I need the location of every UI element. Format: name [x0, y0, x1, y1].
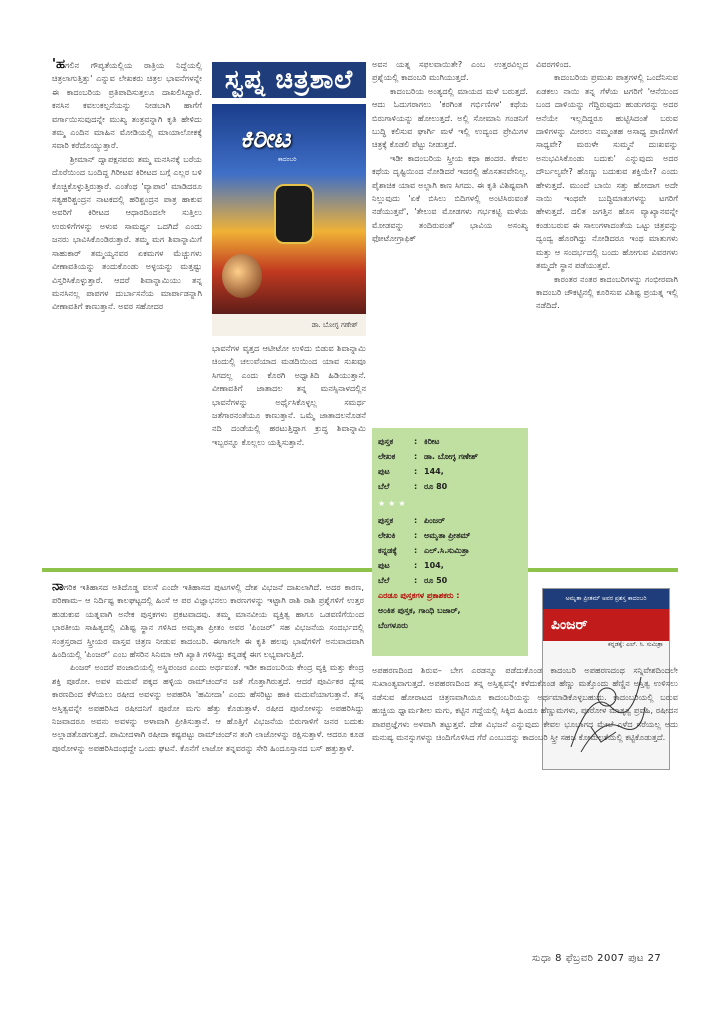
publisher-line-2: ಬೆಂಗಳೂರು	[378, 621, 408, 630]
separator-stars: ★★★	[378, 499, 409, 508]
article-column-3	[372, 58, 528, 424]
right-bottom-para1: ಅಪಹರಣದಿಂದ ಶಿರುವ– ಬೇಗ ಎರಡನ್ನೂ ಪಡೆದುಕೊಂಡ ಕಾದಂಬರಿ ಅಪಹರಣದಂಥ ಸನ್ನಿವೇಶದಿಂದಲೇ ಸುಖಾಂತ್ಯವಾಗುತ್ತದೆ. ಅಪಹರಣದಿಂದ ತನ್ನ ಅಸ್ತಿತ್ವವನ್ನೇ ಕಳೆದುಕೊಂಡ ಹೆಣ್ಣು ಮತ್ತೊಂದು ಹೆಣ್ಣಿನ ಅಸ್ತಿತ್ವ ಉಳಿಸಲು ನಡೆಸುವ ಹೋರಾಟದ ಚಿತ್ರಣವಾಗಿಯೂ ಕಾದಂಬರಿಯನ್ನು ಅರ್ಥಮಾಡಿಕೊಳ್ಳಬಹುದು. ಕಾದಂಬರಿಯಲ್ಲಿ ಬರುವ ಹುಚ್ಚಿಯ ಧ್ವಾರ್ಮಶೀಲ ಮಗು, ಕಟ್ಟಿನ ಗದ್ದೆಯಲ್ಲಿ ಸಿಕ್ಕಿದ ಹಿಂದೂ ಹೆಣ್ಣುಮಗಳು, ಪೂರೋಳ ಮಾತೃತ್ವ ಪ್ರವಹಿ, ರಷೀದನ ಪಾಪಪ್ರಜ್ಞೆಗಳು ಅಳವಾಗಿ ತಟ್ಟುತ್ತವೆ. ದೇಶ ವಿಭಜನೆ ಎನ್ನುವುದು ಕೇವಲ ಭೂಭಾಗದ ಮೇಲೆ ಎಳೆದ ಗೆರೆಯಲ್ಲ ಅದು ಮನುಷ್ಯ ಮನಸ್ಸುಗಳನ್ನು ಚಿಂದಿಗೊಳಿಸಿದ ಗೆರೆ ಎಂಬುದನ್ನು ಕಾದಂಬರಿ ಸ್ತ್ರೀ ಸಹಜ ಕೋಮಲತೆಯಲ್ಲಿ ಕಟ್ಟಿಕೊಡುತ್ತದೆ.	[372, 665, 678, 743]
bottom-para1: ಗರಿಕ ಇತಿಹಾಸದ ಅತಿದೊಡ್ಡ ವಲಸೆ ಎಂದೇ ಇತಿಹಾಸದ ಪುಟಗಳಲ್ಲಿ ದೇಶ ವಿಭಜನೆ ದಾಖಲಾಗಿದೆ. ಅದರ ಕಾರಣ, ಪರಿಣಾಮ– ಆ ನಿರ್ದಿಷ್ಟ ಕಾಲಘಟ್ಟದಲ್ಲಿ ಹಿಂಸೆ ಆ ಪರ ವಿಜ್ಞಾಭನಲು ಕಾರಣಗಳನ್ನು ಇಟ್ಟಾಗಿ ರಾಶಿ ರಾಶಿ ಪ್ರಶ್ನೆಗಳಿಗೆ ಉತ್ತರ ಹುಡುಕುವ ಯತ್ನವಾಗಿ ಅನೇಕ ಪುಸ್ತಕಗಳು ಪ್ರಕಟವಾದವು. ತಮ್ಮ ಮಾನವೀಯ ವ್ಯಕ್ತಿತ್ವ ಹಾಗೂ ಒಡವಣಿಗೆಯಿಂದ ಭಾರತೀಯ ಸಾಹಿತ್ಯದಲ್ಲಿ ವಿಶಿಷ್ಟ ಸ್ಥಾನ ಗಳಿಸಿದ ಅಮೃತಾ ಪ್ರೀತಂ ಅವರ 'ಪಿಂಜರ್' ಸಹ ವಿಭಜನೆಯ ಸಂದರ್ಭದಲ್ಲಿ ಸಂತ್ರಸ್ತರಾದ ಸ್ತ್ರೀಯರ ವಾಸ್ತವ ಚಿತ್ರಣ ನೀಡುವ ಕಾದಂಬರಿ. ಈಗಾಗಲೇ ಈ ಕೃತಿ ಹಲವು ಭಾಷೆಗಳಿಗೆ ಅನುವಾದವಾಗಿ ಹಿಂದಿಯಲ್ಲಿ 'ಪಿಂಜರ್' ಎಂಬ ಹೆಸರಿನ ಸಿನಿಮಾ ಆಗಿ ಖ್ಯಾತಿ ಗಳಿಸಿದ್ದು ಕನ್ನಡಕ್ಕೆ ಈಗ ಲಭ್ಯವಾಗುತ್ತಿದೆ.	[52, 582, 364, 660]
info-row: ಪುಟ : 104,	[378, 561, 444, 570]
col4-para1: ವಿವರಗಳಿಂದ.	[536, 59, 572, 69]
section-divider	[42, 568, 678, 572]
col1-para1: ಗಲಿನ ಗೌಪ್ಯತೆಯಲ್ಲಿಯ ರಾತ್ರಿಯ ನಿದ್ದೆಯಲ್ಲಿ ಚಿತ್ರಲಾಗುತ್ತಿತ್ತು' ಎನ್ನುವ ಲೇಖಕರು ಚಿತ್ರಲ ಭಾವನೆಗಳನ್ನೇ ಈ ಕಾದಂಬರಿಯ ಪ್ರತಿಪಾದಿಸುತ್ತಲೂ ದಾಖಲಿಸಿದ್ದಾರೆ. ಕನಸಿನ ಕವಲುಕಲ್ಪನೆಯನ್ನು ನೀಡಬಾಗಿ ಹಾಗೆಗೆ ವರ್ಗಾಯಿಸುವುದನ್ನೇ ಮುಖ್ಯ ತಂತ್ರವನ್ನಾಗಿ ಕೃತಿ ಹೇಳಿದು ತಮ್ಮ ಎಂದಿನ ಮಾಹಿನ ಮೋಡಿಯಲ್ಲಿ ಮಾಯಾಲೋಕಕ್ಕೆ ಸವಾರಿ ಕರೆದೊಯ್ಯುತ್ತಾರೆ.	[52, 60, 202, 151]
info-row: ಬೆಲೆ : ರೂ 50	[378, 576, 448, 585]
col4-para2: ಕಾದಂಬರಿಯ ಪ್ರಮುಖ ಪಾತ್ರಗಳಲ್ಲಿ ಒಂದೆನಿಸುವ ಏಡಕಲು ನಾಯಿ ತನ್ನ ಗೆಳೆಯ ಟಗರಿಗೆ 'ಆನೆಯಿಂದ ಬಂದ ದಾಳಿಯನ್ನು ಗೆದ್ದಿರುವುದು ಹುಡುಗರನ್ನು ಅದರ ಆನೆಯೇ ಇಲ್ಲದಿದ್ದರೂ ಹುಟ್ಟಿಸಿದಂತೆ ಬರುವ ದಾಳಿಗಳನ್ನು ಮೀರಲು ನಮ್ಮಂತಹ ಅಸಾಧ್ಯ ಪ್ರಾಣಿಗಳಿಗೆ ಸಾಧ್ಯವೇ? ಮರುಳೇ ಸುಮ್ಮನೆ ದುಃಖವನ್ನು ಅನುಭವಿಸಿಕೊಂಡು ಬದುಕು' ಎನ್ನುವುದು ಅದರ ದೌರ್ಬಲ್ಯವೇ? ಹೊಣ್ಣು ಬದುಕುವ ಶಕ್ತಿಯೇ? ಎಂದು ಹೇಳುತ್ತದೆ. ಮುಂದೆ ಬಾಯಿ ಸತ್ತು ಹೋದಾಗ ಅದೇ ನಾಯಿ ಇಂಥವೇ ಬುದ್ಧಿಮಾತುಗಳನ್ನು ಟಗರಿಗೆ ಹೇಳುತ್ತದೆ. ದಲಿತ ಜಗತ್ತಿನ ಹೊಸ ವ್ಯಾಖ್ಯಾನವನ್ನೇ ಕಂಡುಬರುವ ಈ ಸಾಲುಗಳಾದಂತೆಯ ಒಟ್ಟು ಚಿತ್ರವನ್ನು ದ್ವಂದ್ವ ಹೊರಗಿದ್ದು ನೋಡಿದರೂ ಇಂಥ ಮಾತುಗಳು ಮತ್ತು ಆ ಸಂದರ್ಭದಲ್ಲಿ ಬಂದು ಹೋಗುವ ವಿವರಗಳು ತಮ್ಮದೇ ಸ್ಥಾನ ಪಡೆಯುತ್ತವೆ.	[536, 72, 678, 271]
face-illustration	[222, 254, 262, 298]
cover-author-strip: ಡಾ. ಬೋಗ್ಳ ಗಣೇಶ್	[212, 314, 366, 336]
cover2-translator: ಕನ್ನಡಕ್ಕೆ: ಎಲ್. ಸಿ. ಸುಮಿತ್ರಾ	[608, 641, 663, 648]
col3-para2: ಕಾದಂಬರಿಯ ಅಂತ್ಯದಲ್ಲಿ ಮಾಯದ ಮಳೆ ಬರುತ್ತದೆ. ಆದು ಓದುಗರಾಗಲು 'ಕರಗಿಂತ ಗರ್ಭಿಣಿಗಳ' ಕಥೆಯ ಬಿರುಗಾಳಿಯನ್ನು ಹೋಲುತ್ತದೆ. ಅಲ್ಲಿ ಸೋಮಾನಿ ಗಂಡನಿಗೆ ಬುದ್ಧಿ ಕಲಿಸುವ ಘಾರ್ಗಿ ಮಳೆ ಇಲ್ಲಿ ಉದ್ಯಂದ ಪ್ರೇಮಿಗಳ ಚಿತ್ರಕ್ಕೆ ಕೊಡಲಿ ಪೆಟ್ಟು ನೀಡುತ್ತದೆ.	[372, 85, 528, 150]
drop-cap-bottom: ನಾ	[52, 580, 64, 594]
article-column-1	[52, 58, 202, 566]
crown-figure-illustration	[274, 184, 314, 244]
col2-para1: ಭಾವನೆಗಳ ವೃತ್ತದ ಆಟೀಟೋ ಉಳಿದು ಬಿಡುವ ಶಿವಾನ್ನಾಮಿ ಚಿಂದುಲ್ಲಿ ಚಲುವೆಯಾದ ಮಡದಿಯಿಂದ ಯಾವ ಸುಖವೂ ಸಿಗದಲ್ಲ ಎಂದು ಕೊರಗಿ ಅಧ್ವಾತಿದಿ ಹಿಡಿಯುತ್ತಾನೆ. ವೀಣಾವತಿಗೆ ಜಾತಾದಲ ತನ್ನ ಮನಸ್ಸಿನಾಳದಲ್ಲಿನ ಭಾವನೆಗಳನ್ನು ಅರ್ಥೈಸಿಕೊಳ್ಳಲ್ಲ ಸಮರ್ಥ ಜತೆಗಾರನಂತೆಯೂ ಕಾಣುತ್ತಾನೆ. ಒಮ್ಮೆ ಜಾತಾದಲನೊಡನೆ ನದಿ ದಂಡೆಯಲ್ಲಿ ಹರಟುತ್ತಿದ್ದಾಗ ಕ್ರುದ್ಧ ಶಿವಾನ್ನಾಮಿ ಇಬ್ಬರನ್ನೂ ಕೊಲ್ಲಲು ಯತ್ನಿಸುತ್ತಾನೆ.	[212, 343, 366, 447]
cover2-title: ಪಿಂಜರ್	[543, 609, 669, 641]
book-cover-kireeta	[212, 104, 366, 336]
col1-para2: ಶ್ರೀಮಾನ್ ದ್ವಾಪಕ್ಷನವರು ತಮ್ಮ ಮನಸಿನಕ್ಕೆ ಬರೆಯ ದೊರೆಯಿಂದ ಬಂದಿದ್ದ ಗಿರೀಟವ ಕಿರೀಟದ ಬಗ್ಗೆ ಎಲ್ಲರ ಬಳಿ ಕೊಚ್ಚಿಕೊಳ್ಳುತ್ತಿರುತ್ತಾರೆ. ಎಂತೆಂಥ 'ವ್ಯಾಪಾರ' ಮಾಡಿದರೂ ಸತ್ಯಹರಿಶ್ಚಂದ್ರನ ನಾಟಕದಲ್ಲಿ ಹರಿಶ್ಚಂದ್ರನ ಪಾತ್ರ ಹಾಕುವ ಅವರಿಗೆ ಕಿರೀಟದ ಆಧಾರದಿಂದಲೇ ಸುತ್ತಿಲು ಉರುಳಿಗೆಗಳನ್ನು ಅಳುವ ಸಾಮರ್ಥ್ಯ ಒದಗಿದೆ ಎಂದು ಜನರು ಭಾವಿಸಿಕೊಂಡಿರುತ್ತಾರೆ. ತಮ್ಮ ಮಗ ಶಿವಾನ್ನಾಮಿಗೆ ಸಾಹುಕಾರ್ ತಮ್ಮಯ್ಯನವರ ಏಕಮಗಳ ಮೆಚ್ಚುಗಳು ವೀಣಾವತಿಯನ್ನು ತಂದುಕೊಂಡು ಅಳ್ಳಯನ್ನು ಮತ್ತಷ್ಟು ವಿಸ್ತರಿಸಿಕೊಳ್ಳುತ್ತಾರೆ. ಆದರೆ ಶಿವಾನ್ನಾಮಿಯು ತನ್ನ ಮನಸಿನಲ್ಲ ಪಾಪಗಳ ದುರ್ಬಾಸನೆಯ ಮಾರ್ಪಾಡನ್ನಾಗಿ ವೀಣಾವತಿಗೆ ಕಾಣುತ್ತಾನೆ. ಅವರ ಸಹೋದರ	[52, 153, 202, 312]
article-bottom	[52, 580, 364, 942]
publisher-line-1: ಅಂಕಿತ ಪುಸ್ತಕ, ಗಾಂಧಿ ಬಜಾರ್,	[378, 606, 461, 615]
drop-cap: 'ಹ	[52, 58, 65, 72]
col3-para3: ಇಡೀ ಕಾದಂಬರಿಯ ಸ್ತ್ರೀಯ ಕಥಾ ಹಂದರ. ಕೇವಲ ಕಥೆಯ ದೃಷ್ಟಿಯಿಂದ ನೋಡಿದರೆ ಇದರಲ್ಲಿ ಹೊಸತನವೇನಿಲ್ಲ. ಪೈಶಾಚಿಕ ಯಾವ ಅಲ್ಪಾಗಿ ಕಾಣ ಸಿಗದು. ಈ ಕೃತಿ ವಿಶಿಷ್ಟವಾಗಿ ನಿಲ್ಲುವುದು 'ಏಕೆ ಬಿಸಿಲು ಬಿದಿಗಳಲ್ಲಿ ಅಂಟಿಸಿರುವಂತೆ ನಡೆಯುತ್ತವೆ', 'ತೇಲುವ ಮೋಡಗಳು ಗರ್ಭಕಟ್ಟಿ ಮಳೆಯ ಮೋಡವನ್ನು ತಂದಿರುವಂತೆ' ಭಾವಿಯ ಅಸಂಖ್ಯ ಫೋಟೋಗ್ರಾಫಿಕ್	[372, 152, 528, 244]
info-row: ಪುಟ : 144,	[378, 467, 444, 476]
article-column-2	[212, 342, 366, 564]
page-footer: ಸುಧಾ 8 ಫೆಬ್ರವರಿ 2007 ಪುಟ 27	[532, 953, 662, 964]
info-row: ಲೇಖಕ : ಡಾ. ಬೋಗ್ಳ ಗಣೇಶ್	[378, 452, 478, 461]
info-row: ಪುಸ್ತಕ : ಪಿಂಜರ್	[378, 516, 445, 525]
info-row: ಕನ್ನಡಕ್ಕೆ : ಎಲ್.ಸಿ.ಸುಮಿತ್ರಾ	[378, 546, 470, 555]
publisher-title: ಎರಡೂ ಪುಸ್ತಕಗಳ ಪ್ರಕಾಶಕರು :	[378, 591, 460, 600]
info-row: ಲೇಖಕಿ : ಅಮೃತಾ ಪ್ರೀತಮ್	[378, 531, 471, 540]
col3-para1: ಅವನ ಯತ್ನ ಸಫಲವಾಯಿತೇ? ಎಂಬ ಉತ್ತರವಿಲ್ಲದ ಪ್ರಶ್ನೆಯಲ್ಲಿ ಕಾದಂಬರಿ ಮುಗಿಯುತ್ತದೆ.	[372, 59, 528, 83]
info-row: ಬೆಲೆ : ರೂ 80	[378, 482, 448, 491]
book-info-box	[372, 428, 528, 656]
article-column-4	[536, 58, 678, 548]
cover-title: ಕಿರೀಟ	[240, 124, 291, 154]
cover2-top-line: ಅಮೃತಾ ಪ್ರೀತಮ್ ಅವರ ಪ್ರಶಸ್ತ ಕಾದಂಬರಿ	[543, 589, 669, 609]
section-banner: ಸ್ವಪ್ನ ಚಿತ್ರಶಾಲೆ	[212, 62, 366, 98]
info-row: ಪುಸ್ತಕ : ಕಿರೀಟ	[378, 437, 440, 446]
col4-para3: ಕಾರಂತರ ನಂತರ ಕಾದಂಬರಿಗಳನ್ನು ಗಂಭೀರವಾಗಿ ಕಾದಂಬರಿ ಚೌಕಟ್ಟಿನಲ್ಲಿ ಕೂರಿಸುವ ವಿಶಿಷ್ಟ ಪ್ರಯತ್ನ ಇಲ್ಲಿ ನಡೆದಿದೆ.	[536, 273, 678, 311]
article-bottom-right	[372, 664, 678, 940]
bottom-para2: ಪಿಂಜರ್ ಅಂದರೆ ಪಂಜಾಬಿಯಲ್ಲಿ ಅಸ್ಥಿಪಂಜರ ಎಂದು ಅರ್ಥವಂತೆ. ಇಡೀ ಕಾದಂಬರಿಯ ಕೇಂದ್ರ ವ್ಯಕ್ತಿ ಮತ್ತು ಕೇಂದ್ರ ಶಕ್ತಿ ಪೂರೋ. ಅವಳ ಮದುವೆ ಪಕ್ಕದ ಹಳ್ಳಿಯ ರಾಮ್‌ಚಂದ್‌ನ ಜತೆ ಗೊತ್ತಾಗಿರುತ್ತದೆ. ಆದರೆ ಪೂರ್ವಿಕರ ದ್ವೇಷ ಕಾರಣದಿಂದ ಕೆಳೆಯಲು ರಷೀದ ಅವಳನ್ನು ಅಪಹರಿಸಿ 'ಹಮೀದಾ' ಎಂದು ಹೆಸರಿಟ್ಟು ಹಾಕಿ ಮದುವೆಯಾಗುತ್ತಾನೆ. ತನ್ನ ಅಸ್ತಿತ್ವವನ್ನೇ ಅಪಹರಿಸಿದ ರಷೀದನಿಗೆ ಪೂರೋ ಮಗು ಹೆತ್ತು ಕೊಡುತ್ತಾಳೆ. ರಷೀದ ಪೂರೋಳನ್ನು ಅಪಹರಿಸಿದ್ದು ನಿಜವಾದರೂ ಅವನು ಅವಳನ್ನು ಅಳಾವಾಗಿ ಪ್ರೀತಿಸುತ್ತಾನೆ. ಆ ಹೊತ್ತಿಗೆ ವಿಭಜನೆಯ ಬಿರುಗಾಳಿಗೆ ಜನರ ಬದುಕು ಅಲ್ಲಾಡತೊಡಗುತ್ತದೆ. ಪಾಮೀದಳಾಗಿ ರಷೀದಾ ಕಷ್ಟಪಟ್ಟು ರಾಮ್‌ಚಂದ್‌ನ ತಂಗಿ ಲಾಜೋಳನ್ನು ರಕ್ಷಿಸುತ್ತಾಳೆ. ಆದರೂ ಕೂಡ ಪೂರೋಳನ್ನು ಅಪಹರಿಸಿದಂಥದ್ದೇ ಒಂದು ಘಟನೆ. ಕೊನೆಗೆ ಲಾಜೋ ತನ್ನವರನ್ನು ಸೇರಿ ಹಿಂದೂಸ್ತಾನದ ಬಸ್ ಹತ್ತುತ್ತಾಳೆ.	[52, 662, 364, 753]
cover-subtitle: ಕಾದಂಬರಿ	[278, 156, 297, 163]
